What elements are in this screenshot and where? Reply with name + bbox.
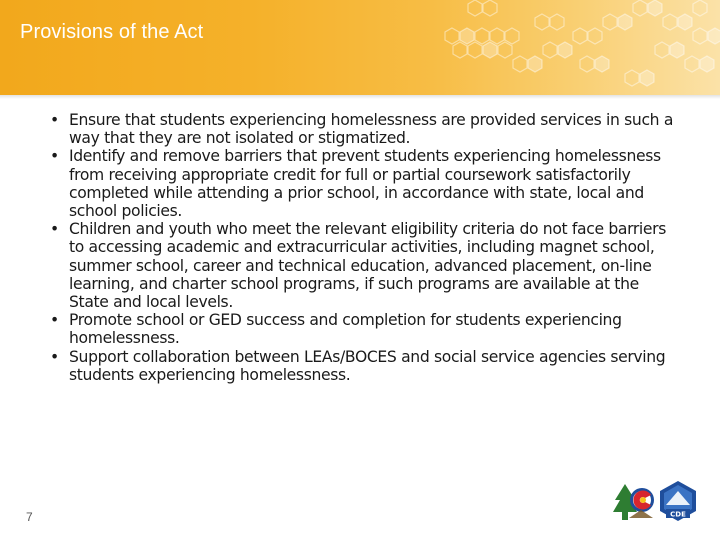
- page-number: 7: [26, 510, 33, 524]
- bullet-item: • Support collaboration between LEAs/BOCES and social service agencies serving students experiencing homelessness.: [50, 348, 675, 384]
- bullet-item: • Identify and remove barriers that prevent students experiencing homelessness from receiving appropriate credit for full or partial coursework satisfactorily completed while attending a prior school, in accordance with state, local and school policies.: [50, 147, 675, 220]
- hexagon-pattern-decoration: [0, 0, 720, 95]
- bullet-item: • Promote school or GED success and completion for students experiencing homelessness.: [50, 311, 675, 347]
- slide-title: Provisions of the Act: [20, 21, 204, 43]
- cde-logo-text: CDE: [670, 510, 686, 519]
- colorado-tree-logo-icon: [611, 480, 657, 524]
- bullet-item: • Ensure that students experiencing homelessness are provided services in such a way that they are not isolated or stigmatized.: [50, 111, 675, 147]
- cde-logo-icon: [656, 479, 700, 525]
- bullet-item: • Children and youth who meet the relevant eligibility criteria do not face barriers to accessing academic and extracurricular activities, including magnet school, summer school, career and technical education, advanced placement, on-line learning, and charter school programs, if such programs are available at the State and local levels.: [50, 220, 675, 311]
- slide-header-band: [0, 0, 720, 95]
- header-shadow-divider: [0, 95, 720, 99]
- bullet-list: [50, 111, 675, 384]
